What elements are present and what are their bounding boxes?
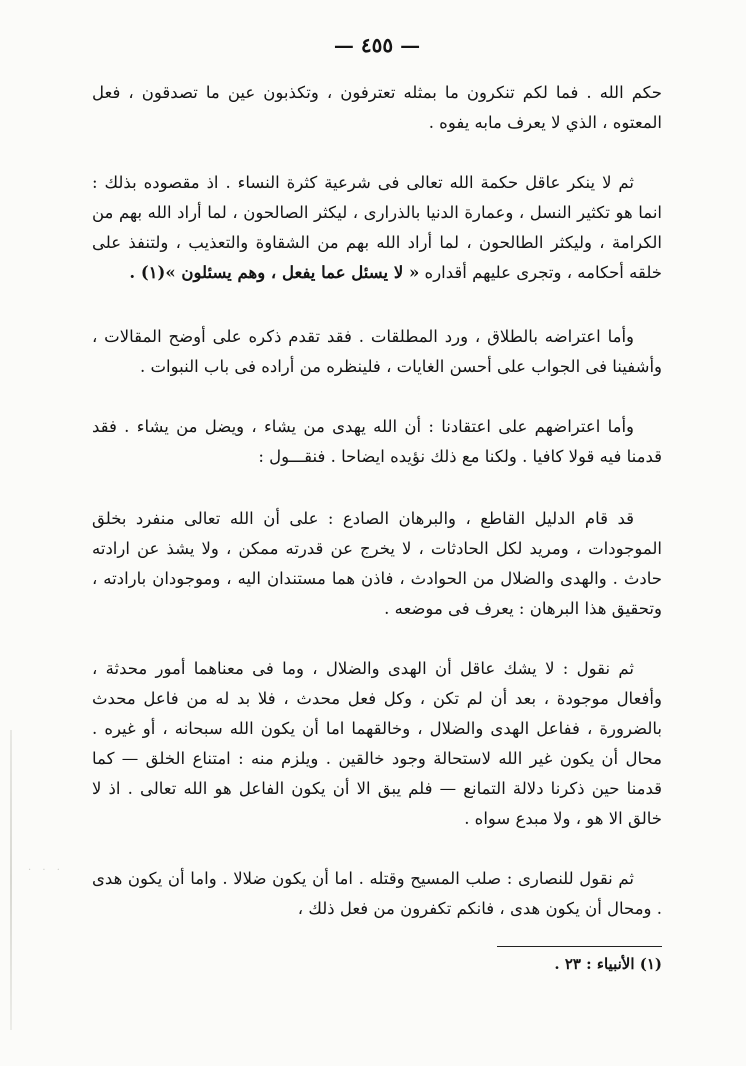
book-page [92,28,662,1048]
paragraph-6 [92,654,662,834]
paragraph-3 [92,322,662,382]
paragraph-7 [92,864,662,924]
footnote: (١) الأنبياء : ٢٣ . [554,955,662,973]
page-number: — ٤٥٥ — [333,33,421,57]
quran-verse: « لا يسئل عما يفعل ، وهم يسئلون » [165,263,420,282]
paragraph-2 [92,168,662,288]
scan-margin-mark [10,730,12,1030]
paragraph-5-text: قد قام الدليل القاطع ، والبرهان الصادع : على أن الله تعالى منفرد بخلق الموجودات ، ومريد لكل الحادثات ، لا يخرج عن قدرته ممكن ، ولا يشذ عن ارادته حادث . والهدى والضلال من الحوادث ، فاذن هما مستندان اليه ، وموجودان بارادته ، وتحقيق هذا البرهان : يعرف فى موضعه . [92,509,662,618]
paragraph-4-text: وأما اعتراضهم على اعتقادنا : أن الله يهدى من يشاء ، ويضل من يشاء . فقد قدمنا فيه قولا كافيا . ولكنا مع ذلك نؤيده ايضاحا . فنقـــول : [92,417,662,466]
footnote-divider [497,946,662,947]
paragraph-2-text: ثم لا ينكر عاقل حكمة الله تعالى فى شرعية كثرة النساء . اذ مقصوده بذلك : انما هو تكثير النسل ، وعمارة الدنيا بالذرارى ، ليكثر الصالحون ، لما أراد الله بهم من الكرامة ، وليكثر الطالحون ، لما أراد الله بهم من الشقاوة والتعذيب ، ولتنفذ على خلقه أحكامه ، وتجرى عليهم أقداره [92,173,662,282]
paragraph-4 [92,412,662,472]
paragraph-6-text: ثم نقول : لا يشك عاقل أن الهدى والضلال ، وما فى معناهما أمور محدثة ، وأفعال موجودة ، بعد أن لم تكن ، وكل فعل محدث ، فلا بد له من فاعل محدث بالضرورة ، ففاعل الهدى والضلال ، وخالقهما اما أن يكون الله سبحانه ، أو غيره . محال أن يكون غير الله لاستحالة وجود خالقين . ويلزم منه : امتناع الخلق — كما قدمنا حين ذكرنا دلالة التمانع — فلم يبق الا أن يكون الفاعل هو الله تعالى . اذ لا خالق الا هو ، ولا مبدع سواه . [92,659,662,828]
paragraph-3-text: وأما اعتراضه بالطلاق ، ورد المطلقات . فقد تقدم ذكره على أوضح المقالات ، وأشفينا فى الجواب على أحسن الغايات ، فلينظره من أراده فى باب النبوات . [92,327,662,376]
scan-margin-specks: · · · [28,865,64,876]
paragraph-7-text: ثم نقول للنصارى : صلب المسيح وقتله . اما أن يكون ضلالا . واما أن يكون هدى . ومحال أن يكون هدى ، فانكم تكفرون من فعل ذلك ، [92,869,662,918]
footnote-reference: (١) . [129,263,166,282]
paragraph-1: حكم الله . فما لكم تنكرون ما بمثله تعترفون ، وتكذبون عين ما تصدقون ، فعل المعتوه ، الذي لا يعرف مابه يفوه . [92,83,662,132]
paragraph-5 [92,504,662,624]
